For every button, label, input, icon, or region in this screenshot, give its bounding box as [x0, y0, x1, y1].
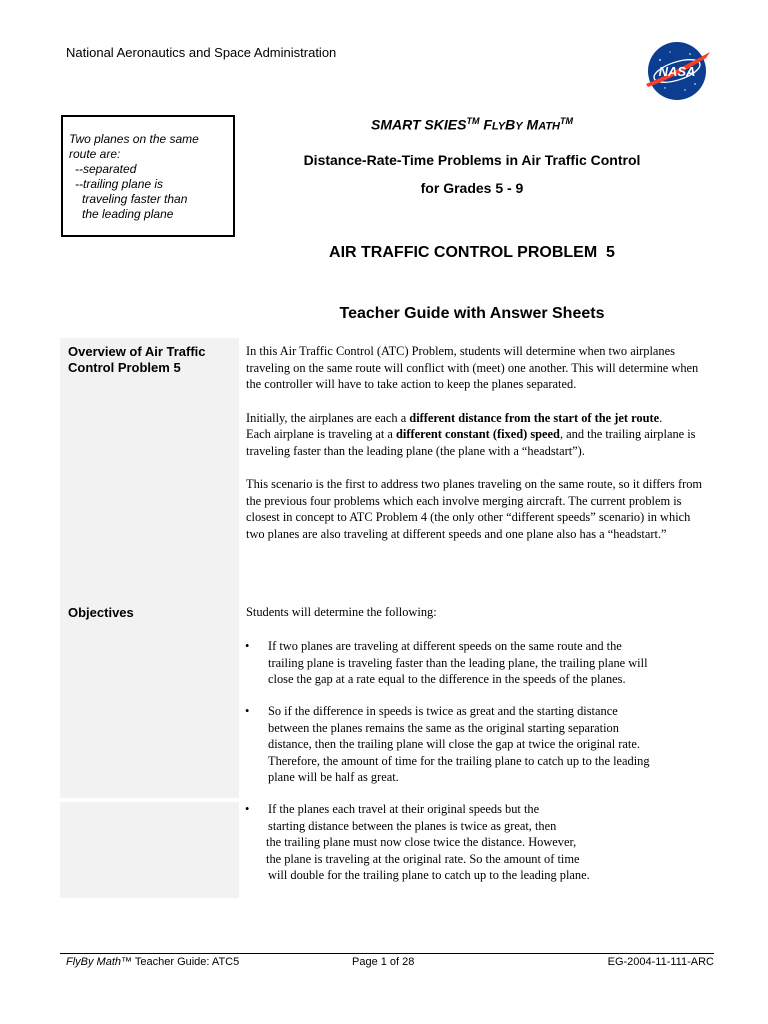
overview-paragraph: This scenario is the first to address two planes traveling on the same route, so it differs from the previous four problems which each involve merging aircraft. The current problem is closest in concept to ATC Problem 4 (the only other “different speeds” scenario) in which two planes are also traveling at different speeds and one plane also has a “headstart.” [246, 477, 703, 541]
bullet-marker: • [245, 704, 250, 718]
objectives-label: Objectives [68, 605, 134, 620]
overview-paragraph: Initially, the airplanes are each a different distance from the start of the jet route. [246, 410, 663, 425]
grade-level: for Grades 5 - 9 [420, 180, 524, 196]
overview-paragraph: Each airplane is traveling at a different constant (fixed) speed, and the trailing airplane is traveling faster than the leading plane (the plane with a “headstart”). [246, 427, 696, 458]
overview-label: Overview of Air Traffic Control Problem 5 [68, 344, 206, 375]
section-label-column [60, 802, 239, 898]
svg-text:NASA: NASA [658, 64, 696, 79]
document-subtitle: Distance-Rate-Time Problems in Air Traffic Control [303, 152, 641, 168]
objectives-intro: Students will determine the following: [246, 605, 437, 619]
problem-title: AIR TRAFFIC CONTROL PROBLEM 5 [329, 244, 615, 261]
overview-paragraph: In this Air Traffic Control (ATC) Problem, students will determine when two airplanes traveling on the same route will conflict with (meet) one another. This will determine when the controller will have to take action to keep the planes separated. [246, 344, 699, 391]
summary-callout-box [61, 115, 235, 237]
guide-title: Teacher Guide with Answer Sheets [339, 305, 605, 322]
bullet-marker: • [245, 639, 250, 653]
bullet-marker: • [245, 802, 250, 816]
callout-line: traveling faster than [82, 192, 188, 206]
brand-title: SMART SKIES™ FLYBY MATH™ [371, 116, 573, 133]
agency-name: National Aeronautics and Space Administration [66, 45, 337, 60]
overview-body [246, 343, 706, 542]
callout-line: --trailing plane is [75, 177, 164, 191]
section-label-column [60, 338, 239, 798]
callout-line: --separated [75, 162, 137, 176]
footer-divider [60, 953, 714, 954]
callout-line: route are: [69, 147, 121, 161]
footer-guide-title: FlyBy Math™ Teacher Guide: ATC5 [66, 956, 240, 968]
page-number: Page 1 of 28 [352, 956, 415, 968]
document-code: EG-2004-11-111-ARC [607, 956, 714, 968]
nasa-logo [640, 40, 714, 102]
callout-line: the leading plane [82, 207, 174, 221]
callout-line: Two planes on the same [69, 132, 199, 146]
